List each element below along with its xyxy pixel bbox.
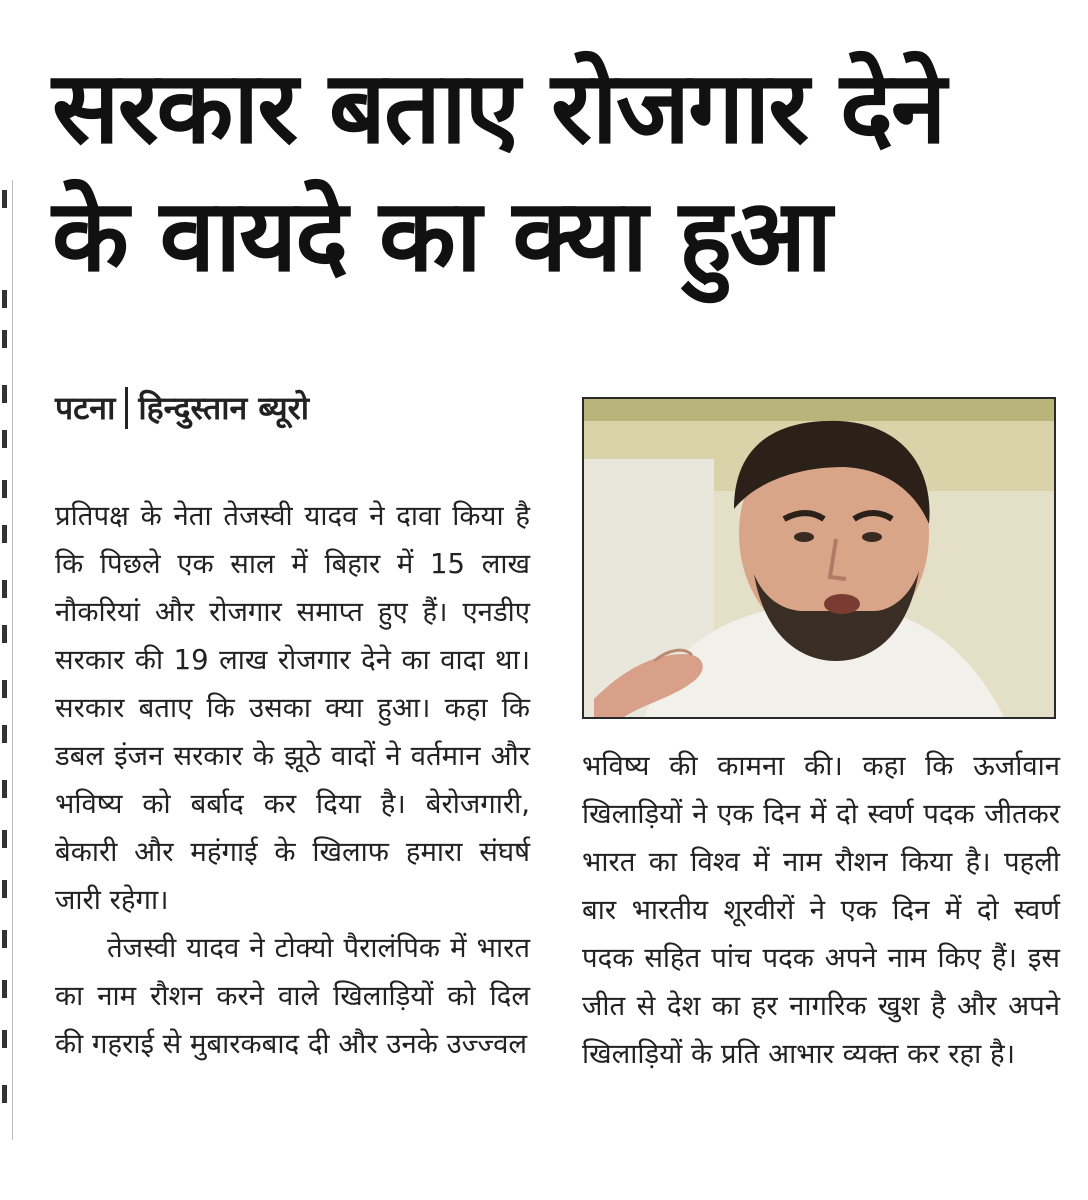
dateline-source: हिन्दुस्तान ब्यूरो bbox=[138, 389, 310, 427]
article-paragraph-2: तेजस्वी यादव ने टोक्यो पैरालंपिक में भारत का नाम रौशन करने वाले खिलाड़ियों को दिल की गहराई से मुबारकबाद दी और उनके उज्ज्वल bbox=[55, 932, 530, 1060]
article-paragraph-1: प्रतिपक्ष के नेता तेजस्वी यादव ने दावा किया है कि पिछले एक साल में बिहार में 15 लाख नौकरियां और रोजगार समाप्त हुए हैं। एनडीए सरकार की 19 लाख रोजगार देने का वादा था। सरकार बताए कि उसका क्या हुआ। कहा कि डबल इंजन सरकार के झूठे वादों ने वर्तमान और भविष्य को बर्बाद कर दिया है। बेरोजगारी, बेकारी और महंगाई के खिलाफ हमारा संघर्ष जारी रहेगा। bbox=[55, 500, 530, 916]
article-body-left-column bbox=[55, 492, 530, 1068]
dateline-divider bbox=[125, 387, 128, 429]
article-paragraph-2-continued: भविष्य की कामना की। कहा कि ऊर्जावान खिलाड़ियों ने एक दिन में दो स्वर्ण पदक जीतकर भारत का विश्व में नाम रौशन किया है। पहली बार भारतीय शूरवीरों ने एक दिन में दो स्वर्ण पदक सहित पांच पदक अपने नाम किए हैं। इस जीत से देश का हर नागरिक खुश है और अपने खिलाड़ियों के प्रति आभार व्यक्त कर रहा है। bbox=[582, 750, 1060, 1070]
news-photo bbox=[582, 397, 1056, 719]
article-headline bbox=[52, 44, 1062, 300]
politician-speaking-photo bbox=[584, 399, 1054, 717]
article-body-right-column bbox=[582, 742, 1060, 1078]
dateline bbox=[55, 386, 309, 429]
headline-line-2: के वायदे का क्या हुआ bbox=[52, 177, 831, 294]
adjacent-column-fragment bbox=[0, 180, 13, 1140]
dateline-place: पटना bbox=[55, 389, 116, 427]
headline-line-1: सरकार बताए रोजगार देने bbox=[52, 49, 945, 166]
